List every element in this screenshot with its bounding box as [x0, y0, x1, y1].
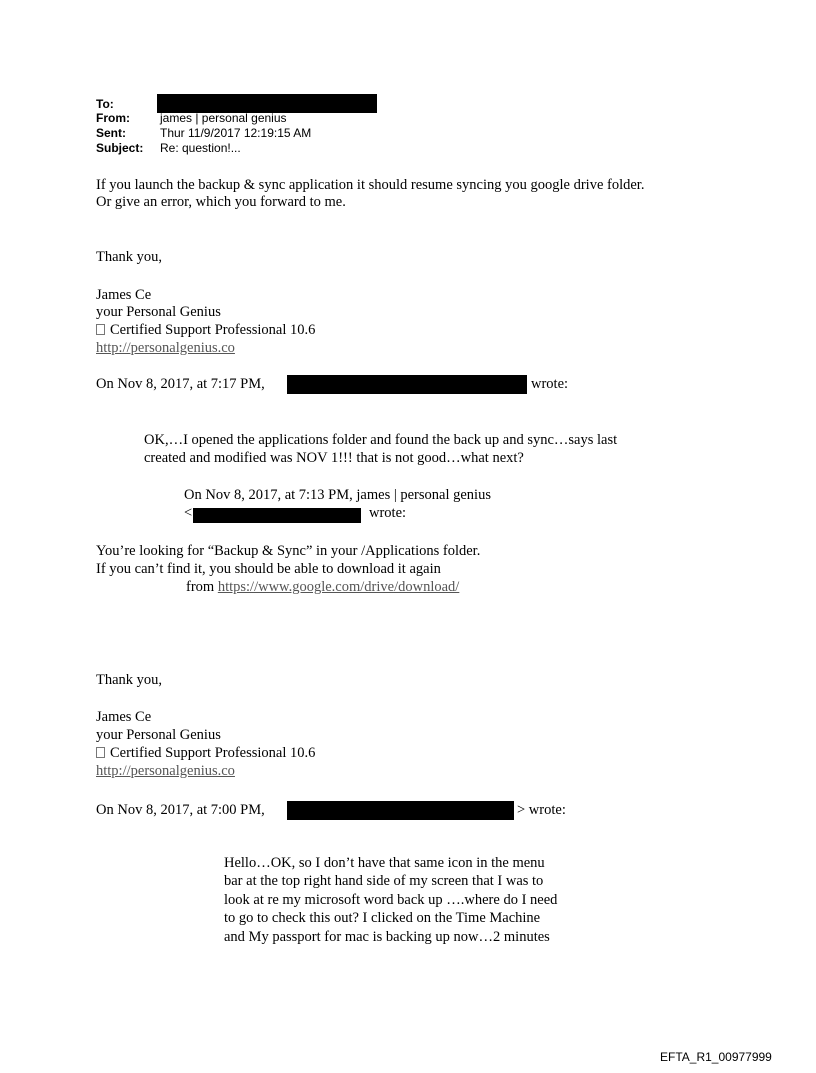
body-line: Or give an error, which you forward to me. [96, 194, 346, 210]
bates-number: EFTA_R1_00977999 [660, 1050, 772, 1064]
signature-title: your Personal Genius [96, 727, 221, 743]
thanks-line: Thank you, [96, 672, 163, 688]
subject-value: Re: question!... [160, 141, 241, 155]
from-word: from [186, 579, 215, 595]
signature-cert [96, 322, 315, 339]
signature-link[interactable]: http://personalgenius.co [96, 763, 235, 779]
signature-cert-text: Certified Support Professional 10.6 [110, 745, 316, 761]
body-line [186, 579, 459, 596]
signature-link[interactable]: http://personalgenius.co [96, 340, 235, 356]
redaction-bar [193, 508, 361, 523]
signature-cert [96, 745, 315, 762]
redaction-bar [287, 801, 514, 820]
body-line: You’re looking for “Backup & Sync” in your /Applications folder. [96, 543, 481, 559]
quote-intro: On Nov 8, 2017, at 7:17 PM, [96, 376, 265, 392]
quote-bracket: < [184, 505, 193, 521]
quote-intro: On Nov 8, 2017, at 7:13 PM, james | personal genius [184, 487, 491, 503]
reply-line: and My passport for mac is backing up now…2 minutes [224, 929, 550, 945]
quote-wrote: > wrote: [517, 802, 566, 818]
sent-label: Sent: [96, 126, 126, 140]
signature-name: James Ce [96, 709, 152, 725]
reply-line: bar at the top right hand side of my screen that I was to [224, 873, 544, 889]
body-line: If you can’t find it, you should be able to download it again [96, 561, 441, 577]
quote-intro: On Nov 8, 2017, at 7:00 PM, [96, 802, 265, 818]
sent-value: Thur 11/9/2017 12:19:15 AM [160, 126, 312, 140]
reply-line: created and modified was NOV 1!!! that is not good…what next? [144, 450, 524, 466]
missing-glyph-icon [96, 324, 105, 335]
signature-cert-text: Certified Support Professional 10.6 [110, 322, 316, 338]
reply-line: Hello…OK, so I don’t have that same icon in the menu [224, 855, 545, 871]
subject-label: Subject: [96, 141, 144, 155]
download-link[interactable]: https://www.google.com/drive/download/ [217, 579, 460, 595]
body-line: If you launch the backup & sync application it should resume syncing you google drive folder. [96, 177, 645, 193]
from-label: From: [96, 111, 130, 125]
redaction-bar [287, 375, 527, 394]
thanks-line: Thank you, [96, 249, 163, 265]
from-value: james | personal genius [160, 111, 287, 125]
reply-line: OK,…I opened the applications folder and found the back up and sync…says last [144, 432, 618, 448]
missing-glyph-icon [96, 747, 105, 758]
quote-wrote: wrote: [369, 505, 407, 521]
signature-name: James Ce [96, 287, 152, 303]
signature-title: your Personal Genius [96, 304, 221, 320]
reply-line: look at re my microsoft word back up ….where do I need [224, 892, 558, 908]
to-label: To: [96, 97, 114, 111]
quote-wrote: wrote: [531, 376, 569, 392]
reply-line: to go to check this out? I clicked on the Time Machine [224, 910, 541, 926]
